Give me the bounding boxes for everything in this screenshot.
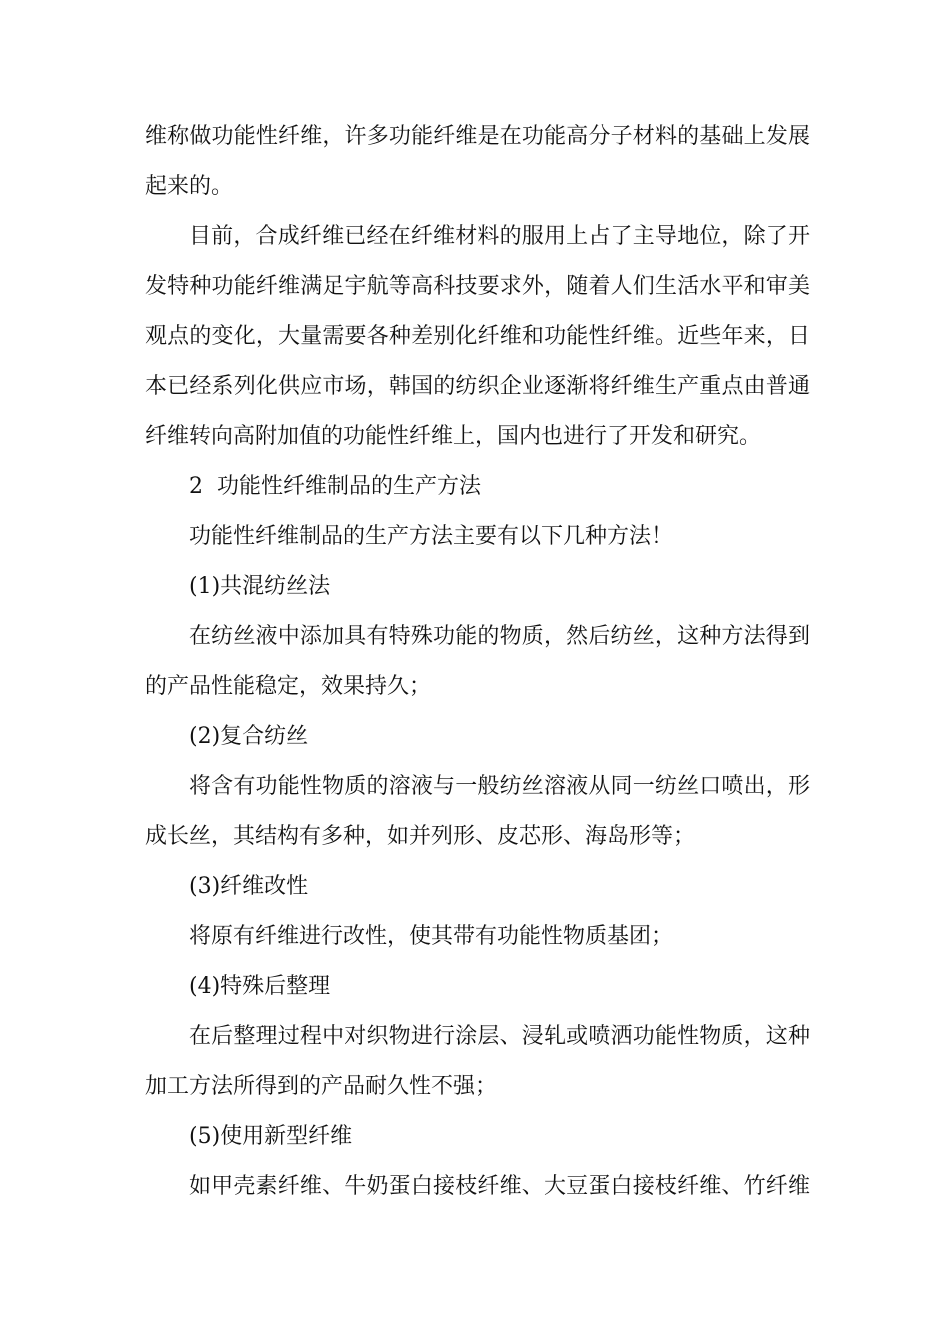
paragraph-line: 在后整理过程中对织物进行涂层、浸轧或喷洒功能性物质，这种 [189,1024,810,1049]
document-body [145,112,810,1212]
paragraph-line: 功能性纤维制品的生产方法主要有以下几种方法！ [189,524,674,549]
paragraph-line: 起来的。 [145,174,234,199]
paragraph-line: 发特种功能纤维满足宇航等高科技要求外，随着人们生活水平和审美 [145,274,810,299]
paragraph-line: 目前，合成纤维已经在纤维材料的服用上占了主导地位，除了开 [189,224,810,249]
paragraph-line: 如甲壳素纤维、牛奶蛋白接枝纤维、大豆蛋白接枝纤维、竹纤维 [189,1174,810,1199]
paragraph-line: 本已经系列化供应市场，韩国的纺织企业逐渐将纤维生产重点由普通 [145,374,810,399]
paragraph-line: 将含有功能性物质的溶液与一般纺丝溶液从同一纺丝口喷出，形 [189,774,810,799]
paragraph-line: 的产品性能稳定，效果持久； [145,674,432,699]
list-item-heading: (1)共混纺丝法 [189,574,331,599]
list-item-heading: (3)纤维改性 [189,874,309,899]
list-item-heading: (4)特殊后整理 [189,974,331,999]
list-item-heading: (2)复合纺丝 [189,724,309,749]
paragraph-line: 纤维转向高附加值的功能性纤维上，国内也进行了开发和研究。 [145,424,762,449]
paragraph-line: 将原有纤维进行改性，使其带有功能性物质基团； [189,924,674,949]
paragraph-line: 成长丝，其结构有多种，如并列形、皮芯形、海岛形等； [145,824,696,849]
paragraph-line: 维称做功能性纤维，许多功能纤维是在功能高分子材料的基础上发展 [145,124,810,149]
list-item-heading: (5)使用新型纤维 [189,1124,353,1149]
paragraph-line: 在纺丝液中添加具有特殊功能的物质，然后纺丝，这种方法得到 [189,624,810,649]
paragraph-line: 观点的变化，大量需要各种差别化纤维和功能性纤维。近些年来，日 [145,324,810,349]
paragraph-line: 加工方法所得到的产品耐久性不强； [145,1074,498,1099]
section-heading: 2 功能性纤维制品的生产方法 [189,474,481,499]
